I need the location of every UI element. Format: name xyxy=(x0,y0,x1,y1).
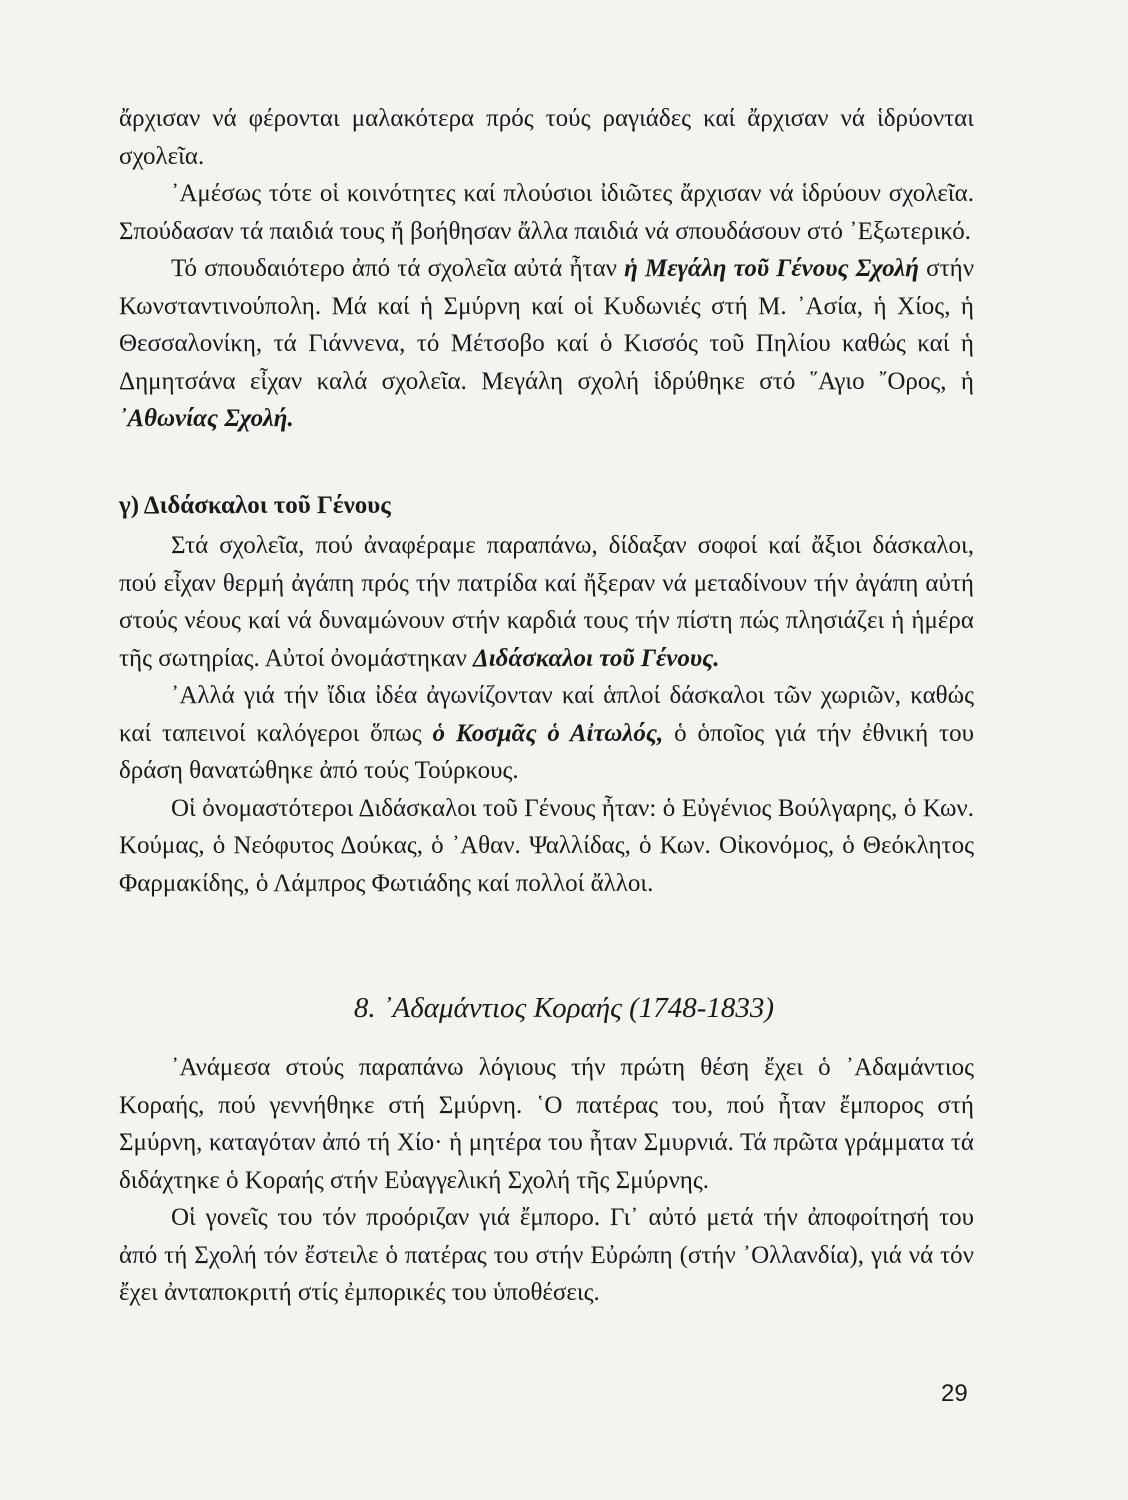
page-number: 29 xyxy=(941,1380,968,1407)
chapter-title-korais: 8. ᾿Αδαμάντιος Κοραής (1748-1833) xyxy=(353,992,775,1024)
paragraph: Τό σπουδαιότερο ἀπό τά σχολεῖα αὐτά ἦταν ἡ Μεγάλη τοῦ Γένους Σχολή στήν Κωνσταντινούπολη. Μά καί ἡ Σμύρνη καί οἱ Κυδωνιές στή Μ. ᾿Ασία, ἡ Χίος, ἡ Θεσσαλονίκη, τά Γιάννενα, τό Μέτσοβο καί ὁ Κισσός τοῦ Πηλίου καθώς καί ἡ Δημητσάνα εἶχαν καλά σχολεῖα. Μεγάλη σχολή ἱδρύθηκε στό ῞Αγιο ῎Ορος, ἡ ᾿Αθωνίας Σχολή. xyxy=(119,255,974,432)
paragraph: Οἱ γονεῖς του τόν προόριζαν γιά ἔμπορο. Γι᾿ αὐτό μετά τήν ἀποφοίτησή του ἀπό τή Σχολή τόν ἔστειλε ὁ πατέρας του στήν Εὐρώπη (στήν ᾿Ολλανδία), γιά νά τόν ἔχει ἀνταποκριτή στίς ἐμπορικές του ὑποθέσεις. xyxy=(119,1204,974,1306)
didaskaloi-text-block xyxy=(119,527,974,902)
emphasis-megali-scholi: ἡ Μεγάλη τοῦ Γένους Σχολή xyxy=(624,255,919,282)
paragraph: ᾿Ανάμεσα στούς παραπάνω λόγιους τήν πρώτη θέση ἔχει ὁ ᾿Αδαμάντιος Κοραής, πού γεννήθηκε στή Σμύρνη. ῾Ο πατέρας του, πού ἦταν ἔμπορος στή Σμύρνη, καταγόταν ἀπό τή Χίο· ἡ μητέρα του ἦταν Σμυρνιά. Τά πρῶτα γράμματα τά διδάχτηκε ὁ Κοραής στήν Εὐαγγελική Σχολή τῆς Σμύρνης. xyxy=(119,1054,974,1194)
paragraph: Οἱ ὀνομαστότεροι Διδάσκαλοι τοῦ Γένους ἦταν: ὁ Εὐγένιος Βούλγαρης, ὁ Κων. Κούμας, ὁ Νεόφυτος Δούκας, ὁ ᾿Αθαν. Ψαλλίδας, ὁ Κων. Οἰκονόμος, ὁ Θεόκλητος Φαρμακίδης, ὁ Λάμπρος Φωτιάδης καί πολλοί ἄλλοι. xyxy=(119,794,974,897)
emphasis-didaskaloi: Διδάσκαλοι τοῦ Γένους. xyxy=(473,644,720,672)
emphasis-athonias-scholi: ᾿Αθωνίας Σχολή. xyxy=(119,405,294,432)
section-heading-didaskaloi: γ) Διδάσκαλοι τοῦ Γένους xyxy=(119,492,391,519)
paragraph: ἄρχισαν νά φέρονται μαλακότερα πρός τούς ραγιάδες καί ἄρχισαν νά ἱδρύονται σχολεῖα. xyxy=(119,105,974,170)
emphasis-kosmas: ὁ Κοσμᾶς ὁ Αἰτωλός, xyxy=(432,719,664,747)
paragraph: ᾿Αμέσως τότε οἱ κοινότητες καί πλούσιοι ἰδιῶτες ἄρχισαν νά ἱδρύουν σχολεῖα. Σπούδασαν τά παιδιά τους ἤ βοήθησαν ἄλλα παιδιά νά σπουδάσουν στό ᾿Εξωτερικό. xyxy=(119,180,974,245)
intro-text-block xyxy=(119,100,974,438)
korais-text-block xyxy=(119,1049,974,1312)
paragraph: ᾿Αλλά γιά τήν ἴδια ἰδέα ἀγωνίζονταν καί ἁπλοί δάσκαλοι τῶν χωριῶν, καθώς καί ταπεινοί καλόγεροι ὅπως ὁ Κοσμᾶς ὁ Αἰτωλός, ὁ ὁποῖος γιά τήν ἐθνική του δράση θανατώθηκε ἀπό τούς Τούρκους. xyxy=(119,682,974,784)
paragraph: Στά σχολεῖα, πού ἀναφέραμε παραπάνω, δίδαξαν σοφοί καί ἄξιοι δάσκαλοι, πού εἶχαν θερμή ἀγάπη πρός τήν πατρίδα καί ἤξεραν νά μεταδίνουν τήν ἀγάπη αὐτή στούς νέους καί νά δυναμώνουν στήν καρδιά τους τήν πίστη πώς πλησιάζει ἡ ἡμέρα τῆς σωτηρίας. Αὐτοί ὀνομάστηκαν Διδάσκαλοι τοῦ Γένους. xyxy=(119,532,974,672)
